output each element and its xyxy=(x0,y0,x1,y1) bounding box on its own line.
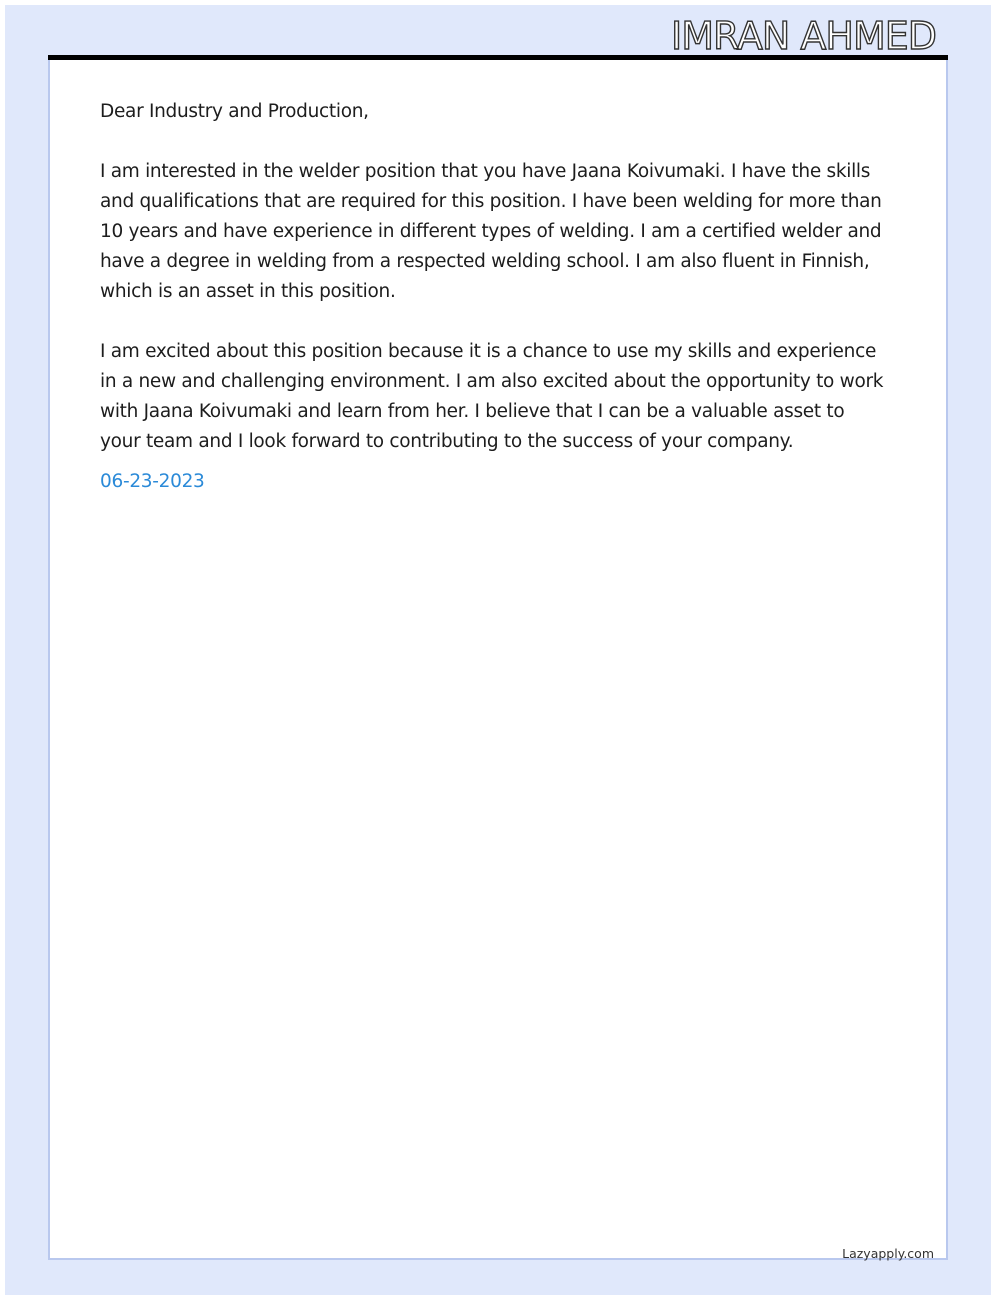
letter-date: 06-23-2023 xyxy=(100,471,205,492)
salutation: Dear Industry and Production, xyxy=(100,101,369,122)
body-paragraph-1: I am interested in the welder position that you have Jaana Koivumaki. I have the skills and qualifications that are required for this position. I have been welding for more than 10 years and have experience in different types of welding. I am a certified welder and have a degree in welding from a respected welding school. I am also fluent in Finnish, which is an asset in this position. xyxy=(100,161,882,302)
letter-body xyxy=(100,97,884,497)
footer-brand: Lazyapply.com xyxy=(842,1246,934,1261)
applicant-name: IMRAN AHMED xyxy=(671,14,936,58)
body-paragraph-2: I am excited about this position because it is a chance to use my skills and experience in a new and challenging environment. I am also excited about the opportunity to work with Jaana Koivumaki and learn from her. I believe that I can be a valuable asset to your team and I look forward to contributing to the success of your company. xyxy=(100,341,884,452)
